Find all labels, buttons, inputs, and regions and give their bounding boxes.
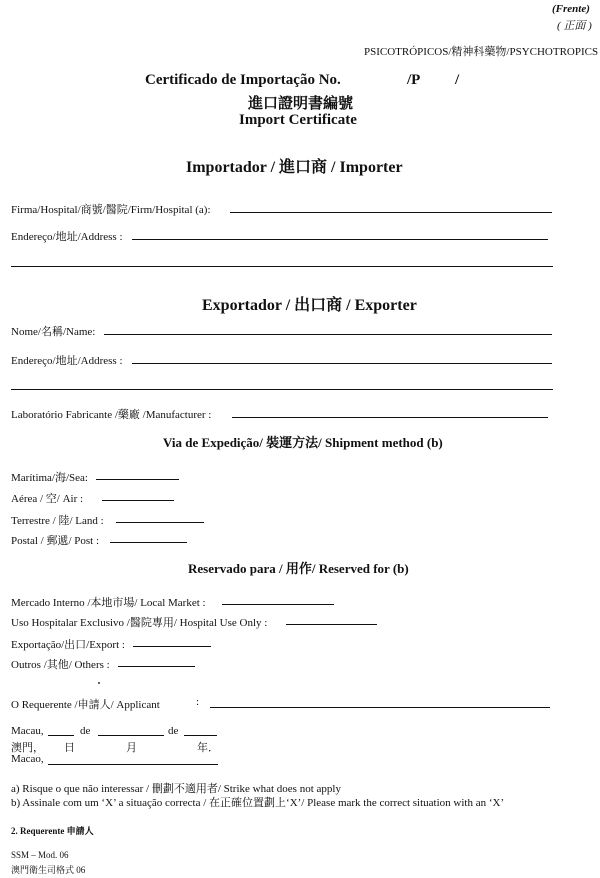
shipment-heading: Via de Expedição/ 裝運方法/ Shipment method (b) [163,435,443,450]
exporter-address-field[interactable] [132,363,552,364]
manufacturer-field[interactable] [232,417,548,418]
footer-requerente: 2. Requerente 申請人 [11,826,94,836]
note-a: a) Risque o que não interessar / 刪劃不適用者/ Strike what does not apply [11,783,341,795]
shipment-land-label: Terrestre / 陸/ Land : [11,515,104,527]
frente-zh-label: ( 正面 ) [557,20,592,32]
importer-address-field-2[interactable] [11,266,553,267]
reserved-others-field[interactable] [118,666,195,667]
importer-firm-field[interactable] [230,212,552,213]
exporter-heading: Exportador / 出口商 / Exporter [202,297,417,314]
date-de-1: de [80,725,91,737]
footer-model-zh: 澳門衛生司格式 06 [11,865,86,875]
certificate-title-zh: 進口證明書編號 [248,96,354,112]
psychotropics-label: PSICOTRÓPICOS/精神科藥物/PSYCHOTROPICS [364,46,599,58]
shipment-land-field[interactable] [116,522,204,523]
footer-model: SSM – Mod. 06 [11,850,69,860]
date-day-zh-label: 日 [64,742,75,754]
importer-firm-label: Firma/Hospital/商號/醫院/Firm/Hospital (a): [11,204,211,216]
exporter-name-label: Nome/名稱/Name: [11,326,96,338]
date-year-zh-label: 年． [197,742,219,754]
date-de-2: de [168,725,179,737]
reserved-local-label: Mercado Interno /本地市場/ Local Market : [11,597,206,609]
frente-label: (Frente) [552,3,590,15]
reserved-export-label: Exportação/出口/Export : [11,639,125,651]
date-year-field[interactable] [184,735,217,736]
reserved-hospital-field[interactable] [286,624,377,625]
date-macau-zh-label: 澳門， [11,742,44,754]
certificate-title-pt: Certificado de Importação No. [145,72,341,88]
applicant-label: O Requerente /申請人/ Applicant [11,699,160,711]
certificate-slash: / [455,72,460,88]
exporter-address-label: Endereço/地址/Address : [11,355,123,367]
reserved-others-label: Outros /其他/ Others : [11,659,110,671]
exporter-name-field[interactable] [104,334,552,335]
reserved-heading: Reservado para / 用作/ Reserved for (b) [188,561,409,576]
date-macao-label: Macao, [11,753,44,765]
certificate-p-mark: /P [407,72,421,88]
scan-speck [98,682,100,684]
reserved-local-field[interactable] [222,604,334,605]
shipment-post-label: Postal / 郵遞/ Post : [11,535,100,547]
shipment-sea-field[interactable] [96,479,179,480]
date-day-field[interactable] [48,735,74,736]
shipment-post-field[interactable] [110,542,187,543]
date-macau-label: Macau, [11,725,44,737]
applicant-field[interactable] [210,707,550,708]
reserved-export-field[interactable] [133,646,211,647]
certificate-title-en: Import Certificate [239,112,357,128]
manufacturer-label: Laboratório Fabricante /藥廠 /Manufacturer : [11,409,212,421]
note-b: b) Assinale com um ‘X’ a situação correcta / 在正確位置劃上‘X’/ Please mark the correct situation with an ‘X’ [11,797,505,809]
reserved-hospital-label: Uso Hospitalar Exclusivo /醫院專用/ Hospital Use Only : [11,617,268,629]
date-month-zh-label: 月 [126,742,137,754]
importer-address-field[interactable] [132,239,548,240]
shipment-sea-label: Marítima/海/Sea: [11,472,88,484]
applicant-colon: : [196,696,200,708]
exporter-address-field-2[interactable] [11,389,553,390]
shipment-air-label: Aérea / 空/ Air : [11,493,84,505]
importer-address-label: Endereço/地址/Address : [11,231,123,243]
date-month-field[interactable] [98,735,164,736]
importer-heading: Importador / 進口商 / Importer [186,159,403,176]
date-signature-field[interactable] [48,764,218,765]
shipment-air-field[interactable] [102,500,174,501]
